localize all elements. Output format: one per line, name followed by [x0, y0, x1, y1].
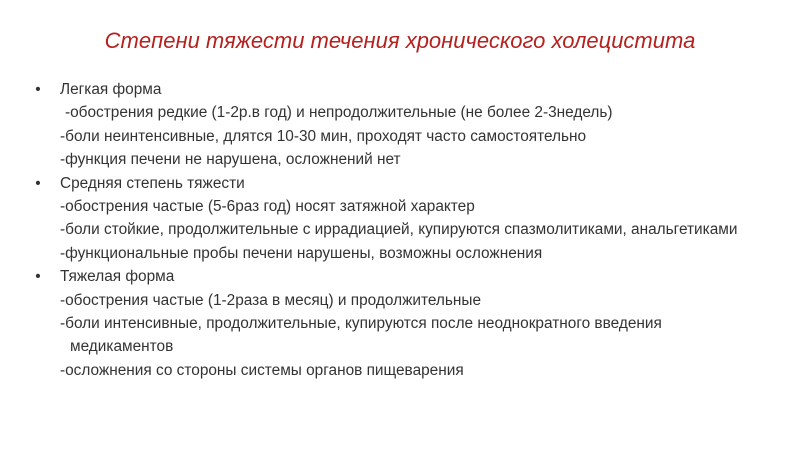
bullet-icon: • [35, 268, 41, 286]
list-item: -обострения частые (1-2раза в месяц) и продолжительные [60, 291, 482, 309]
list-item: -обострения частые (5-6раз год) носят затяжной характер [60, 198, 475, 216]
slide-title: Степени тяжести течения хронического холецистита [104, 28, 696, 53]
section-heading-label: Легкая форма [60, 81, 162, 98]
section-heading-mild [30, 78, 780, 101]
section-heading-label: Средняя степень тяжести [60, 174, 245, 192]
list-item: -функциональные пробы печени нарушены, возможны осложнения [60, 244, 543, 262]
list-item: -осложнения со стороны системы органов пищеварения [60, 361, 464, 379]
slide-content [30, 78, 780, 382]
list-item: -боли стойкие, продолжительные с иррадиацией, купируются спазмолитиками, анальгетиками [60, 221, 738, 239]
section-heading-label: Тяжелая форма [60, 268, 175, 286]
list-item: -боли интенсивные, продолжительные, купируются после неоднократного введения медикаментов [60, 315, 662, 356]
bullet-icon: • [35, 81, 41, 98]
bullet-icon: • [35, 174, 41, 192]
section-heading-severe [30, 265, 780, 288]
list-item: -функция печени не нарушена, осложнений нет [60, 151, 401, 169]
section-heading-moderate [30, 172, 780, 195]
list-item: -обострения редкие (1-2р.в год) и непродолжительные (не более 2-3недель) [65, 104, 613, 122]
list-item: -боли неинтенсивные, длятся 10-30 мин, проходят часто самостоятельно [60, 127, 587, 145]
